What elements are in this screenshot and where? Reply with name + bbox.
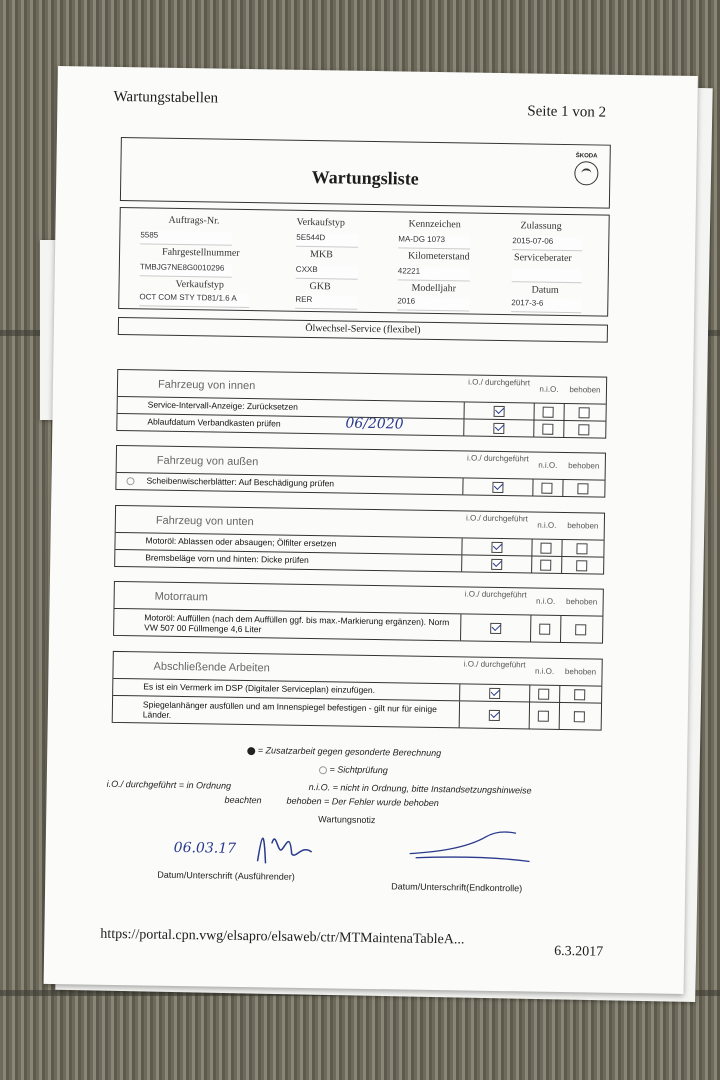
section-fahrzeug-aussen: [115, 445, 606, 498]
row-text: Bremsbeläge vorn und hinten: Dicke prüfen: [145, 552, 309, 565]
auftragsnr-field[interactable]: 5585: [140, 230, 232, 245]
row-text: Service-Intervall-Anzeige: Zurücksetzen: [147, 399, 298, 412]
nio-checkbox[interactable]: [539, 624, 550, 635]
col-behoben: behoben: [567, 521, 599, 531]
section-title: Fahrzeug von unten: [155, 514, 254, 529]
io-checkbox[interactable]: [492, 482, 503, 493]
signature-right: [405, 826, 536, 868]
row-text: Motoröl: Auffüllen (nach dem Auffüllen ggf. bis max.-Markierung ergänzen). Norm VW 507 00 Füllmenge 4,6 Liter: [144, 612, 450, 635]
col-io: i.O./ durchgeführt: [463, 659, 526, 670]
section-fahrzeug-unten: [114, 505, 605, 575]
legend-io: i.O./ durchgeführt = in Ordnung: [106, 778, 232, 791]
section-title: Motorraum: [154, 590, 208, 604]
section-fahrzeug-innen: [116, 369, 607, 439]
row-text: Motoröl: Ablassen oder absaugen; Ölfilter ersetzen: [145, 535, 337, 549]
io-checkbox[interactable]: [491, 559, 502, 570]
verkaufstyp2-field[interactable]: OCT COM STY TD81/1.6 A: [139, 292, 249, 308]
notiz-label: Wartungsnotiz: [318, 814, 376, 826]
zulassung-field[interactable]: 2015-07-06: [512, 236, 582, 251]
row-text: Spiegelanhänger ausfüllen und am Innenspiegel befestigen - gilt nur für einige Länder.: [142, 699, 437, 720]
sichtpruefung-icon: [126, 477, 134, 485]
vehicle-info: [118, 207, 610, 317]
behoben-checkbox[interactable]: [574, 711, 585, 722]
section-title: Abschließende Arbeiten: [153, 660, 270, 675]
nio-checkbox[interactable]: [540, 543, 551, 554]
behoben-checkbox[interactable]: [574, 689, 585, 700]
nio-checkbox[interactable]: [542, 424, 553, 435]
col-io: i.O./ durchgeführt: [468, 377, 531, 388]
legend-nio: n.i.O. = nicht in Ordnung, bitte Instandsetzungshinweise: [308, 782, 532, 796]
nio-checkbox[interactable]: [543, 407, 554, 418]
nio-checkbox[interactable]: [538, 711, 549, 722]
datum-label: Datum: [531, 284, 559, 296]
behoben-checkbox[interactable]: [578, 424, 589, 435]
legend-zusatz: [247, 745, 441, 758]
page-title: Wartungsliste: [311, 167, 419, 189]
col-nio: n.i.O.: [534, 666, 555, 676]
section-abschliessende-arbeiten: [112, 651, 603, 731]
legend-sicht: [319, 764, 388, 775]
io-checkbox[interactable]: [489, 688, 500, 699]
page-number: Seite 1 von 2: [527, 103, 607, 121]
header-left: Wartungstabellen: [113, 88, 219, 107]
sichtpruefung-icon: [319, 766, 327, 774]
legend-zusatz-text: = Zusatzarbeit gegen gesonderte Berechnung: [257, 745, 442, 759]
section-title: Fahrzeug von außen: [156, 454, 259, 469]
modelljahr-field[interactable]: 2016: [397, 296, 469, 311]
behoben-checkbox[interactable]: [577, 483, 588, 494]
service-type: Ölwechsel-Service (flexibel): [118, 317, 608, 343]
col-nio: n.i.O.: [536, 596, 556, 606]
verkaufstyp-field[interactable]: 5E544D: [296, 233, 358, 248]
auftragsnr-label: Auftrags-Nr.: [168, 214, 220, 227]
verkaufstyp2-label: Verkaufstyp: [175, 278, 224, 291]
col-behoben: behoben: [569, 385, 601, 395]
col-io: i.O./ durchgeführt: [465, 513, 528, 524]
kennzeichen-field[interactable]: MA-DG 1073: [398, 234, 470, 249]
mkb-field[interactable]: CXXB: [296, 265, 358, 280]
datum-field[interactable]: 2017-3-6: [511, 298, 581, 313]
legend-sicht-text: = Sichtprüfung: [329, 764, 388, 776]
behoben-checkbox[interactable]: [576, 560, 587, 571]
section-motorraum: [113, 581, 604, 644]
fgnr-label: Fahrgestellnummer: [162, 246, 240, 259]
footer-url: https://portal.cpn.vwg/elsapro/elsaweb/ctr/MTMaintenaTableA...: [100, 926, 465, 948]
footer-date: 6.3.2017: [554, 943, 604, 960]
km-label: Kilometerstand: [407, 250, 470, 263]
col-nio: n.i.O.: [539, 384, 559, 394]
col-behoben: behoben: [568, 461, 600, 471]
sig-right-label: Datum/Unterschrift(Endkontrolle): [391, 881, 523, 894]
signature-left: [251, 823, 322, 870]
nio-checkbox[interactable]: [538, 689, 549, 700]
serviceberater-field[interactable]: [512, 268, 582, 283]
verkaufstyp-label: Verkaufstyp: [296, 216, 345, 229]
io-checkbox[interactable]: [489, 710, 500, 721]
title-box: [120, 137, 611, 209]
behoben-checkbox[interactable]: [575, 624, 586, 635]
behoben-checkbox[interactable]: [579, 407, 590, 418]
col-behoben: behoben: [566, 597, 598, 607]
kennzeichen-label: Kennzeichen: [408, 218, 461, 231]
legend-behoben: behoben = Der Fehler wurde behoben: [286, 795, 439, 809]
row-text: Scheibenwischerblätter: Auf Beschädigung prüfen: [146, 475, 335, 489]
nio-checkbox[interactable]: [541, 483, 552, 494]
section-title: Fahrzeug von innen: [157, 378, 256, 393]
brand-logo: [571, 153, 601, 185]
nio-checkbox[interactable]: [540, 560, 551, 571]
io-checkbox[interactable]: [490, 623, 501, 634]
col-nio: n.i.O.: [537, 520, 557, 530]
col-nio: n.i.O.: [538, 460, 558, 470]
modelljahr-label: Modelljahr: [411, 282, 457, 295]
gkb-field[interactable]: RER: [295, 295, 357, 310]
col-io: i.O./ durchgeführt: [466, 453, 529, 464]
behoben-checkbox[interactable]: [576, 543, 587, 554]
zusatzarbeit-icon: [247, 747, 255, 755]
brand-name: ŠKODA: [575, 153, 598, 160]
km-field[interactable]: 42221: [398, 266, 470, 281]
zulassung-label: Zulassung: [520, 220, 562, 232]
signature-date: 06.03.17: [173, 839, 237, 857]
row-text: Ablaufdatum Verbandkasten prüfen: [147, 416, 281, 429]
io-checkbox[interactable]: [491, 542, 502, 553]
row-text: Es ist ein Vermerk im DSP (Digitaler Serviceplan) einzufügen.: [143, 681, 376, 696]
col-behoben: behoben: [564, 667, 597, 677]
handwritten-note: 06/2020: [345, 415, 404, 433]
skoda-logo-icon: [574, 161, 598, 185]
io-checkbox[interactable]: [494, 406, 505, 417]
sig-left-label: Datum/Unterschrift (Ausführender): [157, 869, 295, 882]
serviceberater-label: Serviceberater: [513, 252, 572, 265]
mkb-label: MKB: [309, 248, 333, 261]
maintenance-sheet: [44, 66, 698, 994]
gkb-label: GKB: [309, 280, 331, 293]
fgnr-field[interactable]: TMBJG7NE8G0010296: [140, 262, 232, 277]
legend-beachten: beachten: [224, 794, 262, 806]
col-io: i.O./ durchgeführt: [464, 589, 527, 600]
io-checkbox[interactable]: [493, 423, 504, 434]
